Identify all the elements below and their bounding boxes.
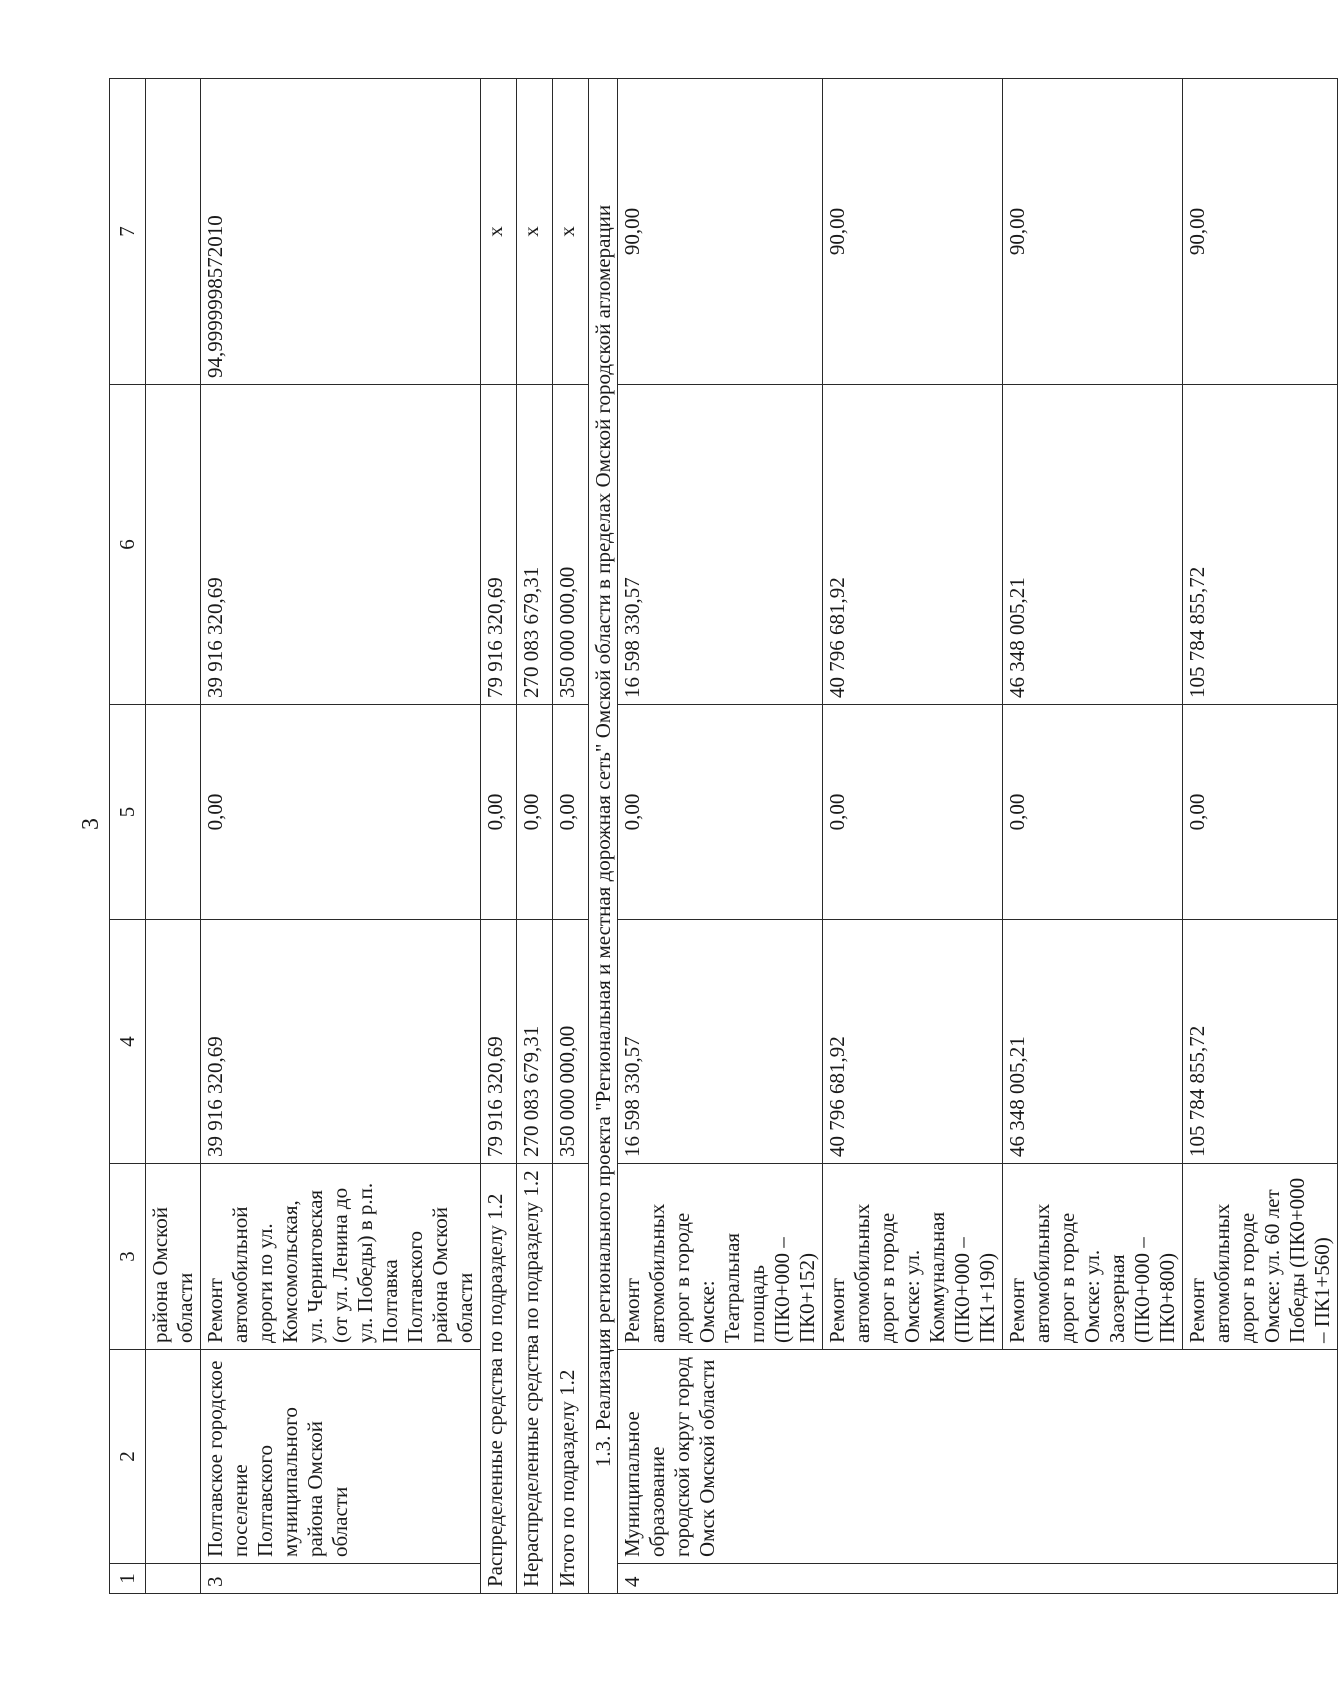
header-col-1: 1 (110, 1564, 146, 1594)
undistributed-row (517, 79, 553, 1594)
cont-cell-5 (146, 705, 201, 920)
header-col-3: 3 (110, 1164, 146, 1350)
header-col-4: 4 (110, 920, 146, 1164)
amount-col-5: 0,00 (823, 705, 1003, 920)
distributed-col-5: 0,00 (481, 705, 517, 920)
percent-col-7: 90,00 (823, 79, 1003, 385)
object-cell: Ремонт автомобильной дороги по ул. Комсомольская, ул. Черниговская (от ул. Ленина до ул. Победы) в р.п. Полтавка Полтавского района Омской области (201, 1164, 481, 1350)
percent-col-7: 90,00 (1003, 79, 1183, 385)
amount-col-6: 105 784 855,72 (1183, 385, 1338, 705)
undistributed-col-6: 270 083 679,31 (517, 385, 553, 705)
cont-cell-4 (146, 920, 201, 1164)
object-cell: Ремонт автомобильных дорог в городе Омске: ул. 60 лет Победы (ПК0+000 – ПК1+560) (1183, 1164, 1338, 1350)
distributed-col-6: 79 916 320,69 (481, 385, 517, 705)
table-row-4 (618, 79, 823, 1594)
distributed-label: Распределенные средства по подразделу 1.2 (481, 1164, 517, 1594)
total-col-6: 350 000 000,00 (553, 385, 589, 705)
percent-col-7: 90,00 (1183, 79, 1338, 385)
column-numbers-row (110, 79, 146, 1594)
cont-object-text: района Омской области (146, 1164, 201, 1350)
distributed-col-4: 79 916 320,69 (481, 920, 517, 1164)
total-label: Итого по подразделу 1.2 (553, 1164, 589, 1594)
total-col-7: х (553, 79, 589, 385)
table-row-3 (201, 79, 481, 1594)
distributed-row (481, 79, 517, 1594)
percent-col-7: 90,00 (618, 79, 823, 385)
undistributed-label: Нераспределенные средства по подразделу 1.2 (517, 1164, 553, 1594)
municipality-cell: Муниципальное образование городской округ город Омск Омской области (618, 1350, 1338, 1564)
amount-col-5: 0,00 (201, 705, 481, 920)
undistributed-col-4: 270 083 679,31 (517, 920, 553, 1164)
section-heading: 1.3. Реализация регионального проекта "Региональная и местная дорожная сеть" Омской области в пределах Омской городской агломерации (589, 79, 618, 1594)
total-col-5: 0,00 (553, 705, 589, 920)
header-col-7: 7 (110, 79, 146, 385)
amount-col-6: 40 796 681,92 (823, 385, 1003, 705)
cont-cell-2 (146, 1350, 201, 1564)
header-col-6: 6 (110, 385, 146, 705)
total-row (553, 79, 589, 1594)
percent-col-7: 94,9999998572010 (201, 79, 481, 385)
page-number: 3 (78, 818, 104, 830)
header-col-5: 5 (110, 705, 146, 920)
row-number: 4 (618, 1564, 1338, 1594)
amount-col-6: 39 916 320,69 (201, 385, 481, 705)
amount-col-5: 0,00 (1183, 705, 1338, 920)
cont-cell-7 (146, 79, 201, 385)
amount-col-5: 0,00 (618, 705, 823, 920)
cont-cell-6 (146, 385, 201, 705)
distributed-col-7: х (481, 79, 517, 385)
amount-col-4: 39 916 320,69 (201, 920, 481, 1164)
object-cell: Ремонт автомобильных дорог в городе Омске: ул. Коммунальная (ПК0+000 – ПК1+190) (823, 1164, 1003, 1350)
amount-col-4: 105 784 855,72 (1183, 920, 1338, 1164)
municipality-cell: Полтавское городское поселение Полтавского муниципального района Омской области (201, 1350, 481, 1564)
amount-col-6: 46 348 005,21 (1003, 385, 1183, 705)
cont-cell-1 (146, 1564, 201, 1594)
amount-col-4: 40 796 681,92 (823, 920, 1003, 1164)
amount-col-5: 0,00 (1003, 705, 1183, 920)
row-number: 3 (201, 1564, 481, 1594)
undistributed-col-5: 0,00 (517, 705, 553, 920)
object-cell: Ремонт автомобильных дорог в городе Омске: Театральная площадь (ПК0+000 – ПК0+152) (618, 1164, 823, 1350)
amount-col-4: 46 348 005,21 (1003, 920, 1183, 1164)
section-heading-row (589, 79, 618, 1594)
budget-table (109, 78, 1338, 1594)
continuation-row (146, 79, 201, 1594)
amount-col-4: 16 598 330,57 (618, 920, 823, 1164)
object-cell: Ремонт автомобильных дорог в городе Омске: ул. Заозерная (ПК0+000 – ПК0+800) (1003, 1164, 1183, 1350)
total-col-4: 350 000 000,00 (553, 920, 589, 1164)
rotated-table-container (109, 79, 1334, 1594)
amount-col-6: 16 598 330,57 (618, 385, 823, 705)
undistributed-col-7: х (517, 79, 553, 385)
header-col-2: 2 (110, 1350, 146, 1564)
